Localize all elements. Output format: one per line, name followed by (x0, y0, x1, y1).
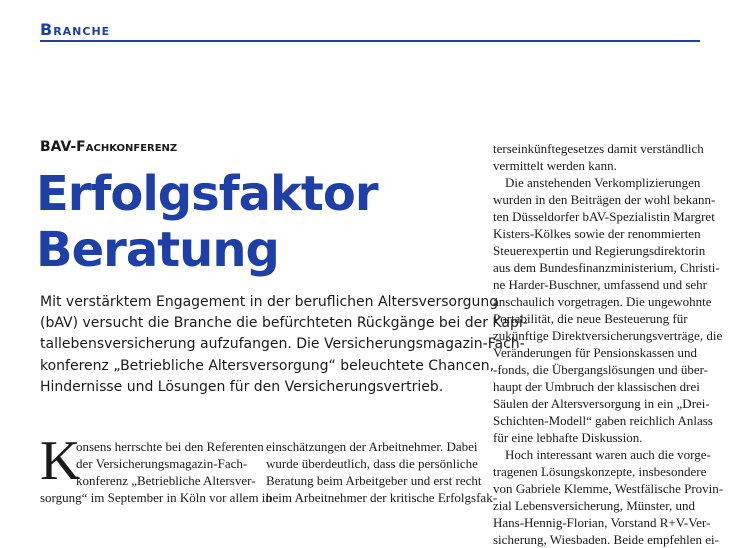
section-rule (40, 40, 700, 42)
body-line: terseinkünftegesetzes damit verständlich (493, 141, 704, 156)
body-line: konferenz „Betriebliche Altersver- (76, 473, 256, 488)
article-headline (36, 166, 378, 278)
drop-cap: K (40, 430, 81, 492)
body-line: Hoch interessant waren auch die vorge- (505, 447, 711, 462)
body-line: zukünftige Direktversicherungsverträge, die (493, 328, 723, 343)
body-line: wurde überdeutlich, dass die persönliche (266, 456, 478, 471)
body-line: beim Arbeitnehmer der kritische Erfolgsfak- (266, 490, 498, 505)
lead-line: Mit verstärktem Engagement in der beruflichen Altersversorgung (40, 294, 499, 310)
body-line: Beratung beim Arbeitgeber und erst recht (266, 473, 482, 488)
body-line: Hans-Hennig-Florian, Vorstand R+V-Ver- (493, 515, 711, 530)
article-lead (40, 292, 528, 398)
body-line: für eine lebhafte Diskussion. (493, 430, 643, 445)
lead-line: (bAV) versucht die Branche die befürchteten Rückgänge bei der Kapi- (40, 315, 528, 332)
body-line: vermittelt werden kann. (493, 158, 617, 173)
body-line: aus dem Bundesfinanzministerium, Christi- (493, 260, 720, 275)
body-line: der Versicherungsmagazin-Fach- (76, 456, 248, 471)
body-line: ten Düsseldorfer bAV-Spezialistin Margret (493, 209, 715, 224)
body-line: Veränderungen für Pensionskassen und (493, 345, 697, 360)
lead-line: Hindernisse und Lösungen für den Versicherungsvertrieb. (40, 378, 444, 395)
body-line: einschätzungen der Arbeitnehmer. Dabei (266, 439, 478, 454)
body-line: Portabilität, die neue Besteuerung für (493, 311, 688, 326)
body-line: Kisters-Kölkes sowie der renommierten (493, 226, 701, 241)
headline-line-2: Beratung (36, 222, 279, 278)
lead-line: tallebensversicherung aufzufangen. Die Versicherungsmagazin-Fach- (40, 336, 525, 353)
section-label: Branche (40, 20, 111, 39)
body-line: sicherung, Wiesbaden. Beide empfehlen ei- (493, 532, 719, 547)
body-line: zial Lebensversicherung, Münster, und (493, 498, 696, 513)
body-column-right (493, 140, 724, 548)
lead-line: konferenz „Betriebliche Altersversorgung“ beleuchtete Chancen, (40, 357, 495, 374)
body-line: Schichten-Modell“ gaben reichlich Anlass (493, 413, 713, 428)
article-kicker: BAV-Fachkonferenz (40, 139, 178, 155)
body-line: tragenen Lösungskonzepte, insbesondere (493, 464, 707, 479)
body-column-middle (266, 438, 498, 506)
body-line: von Gabriele Klemme, Westfälische Provin- (493, 481, 724, 496)
body-line: ne Harder-Buschner, umfassend und sehr (493, 277, 708, 292)
body-line: Die anstehenden Verkomplizierungen (505, 175, 701, 190)
body-line: -fonds, die Übergangslösungen und über- (493, 362, 709, 377)
body-line: onsens herrschte bei den Referenten (76, 439, 264, 454)
body-line: haupt der Umbruch der klassischen drei (493, 379, 700, 394)
body-line: anschaulich vorgetragen. Die ungewohnte (493, 294, 712, 309)
body-line: wurden in den Beiträgen der wohl bekann- (493, 192, 716, 207)
body-line: sorgung“ im September in Köln vor allem in (40, 490, 272, 505)
body-line: Steuerexpertin und Regierungsdirektorin (493, 243, 706, 258)
body-column-left (40, 438, 272, 506)
headline-line-1: Erfolgsfaktor (36, 166, 378, 222)
body-line: Säulen der Altersversorgung in ein „Drei- (493, 396, 710, 411)
